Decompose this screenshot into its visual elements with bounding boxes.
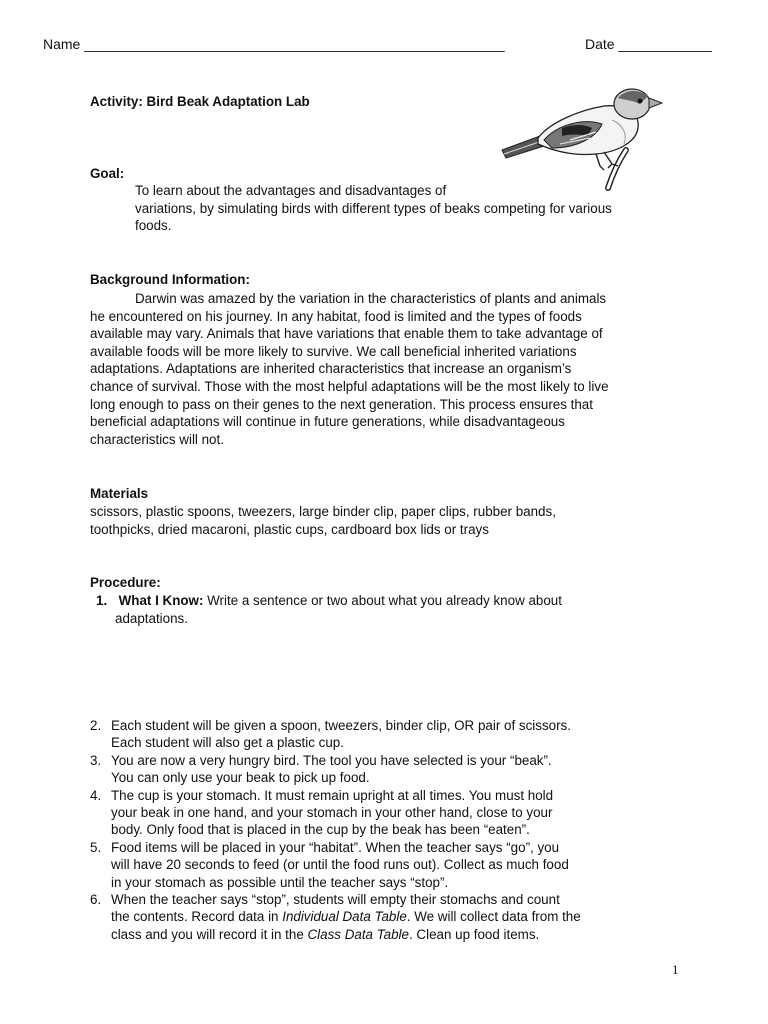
step-number: 4.: [90, 787, 102, 803]
step-number: 1.: [96, 593, 108, 608]
step-number: 3.: [90, 752, 102, 768]
date-field-label: Date ____________: [585, 36, 712, 52]
background-line: available foods will be more likely to survive. We call beneficial inherited variations: [90, 343, 577, 359]
step-text: the contents. Record data in: [111, 909, 283, 925]
step-number: 2.: [90, 718, 102, 733]
background-line: beneficial adaptations will continue in future generations, while disadvantageous: [90, 414, 565, 430]
procedure-heading: Procedure:: [90, 575, 161, 590]
step-line: Each student will be given a spoon, tweezers, binder clip, OR pair of scissors.: [111, 718, 571, 733]
step-number: 6.: [90, 892, 102, 908]
procedure-step-6: [90, 891, 581, 943]
step-line: [111, 926, 581, 943]
name-field-label: Name ______________________________________________________: [43, 36, 505, 52]
step-1-text: Write a sentence or two about what you already know about: [203, 593, 562, 608]
materials-text: [90, 503, 556, 538]
materials-line: toothpicks, dried macaroni, plastic cups, cardboard box lids or trays: [90, 521, 489, 537]
procedure-step-2: [90, 717, 581, 752]
step-line: You are now a very hungry bird. The tool you have selected is your “beak”.: [111, 752, 552, 768]
goal-line: foods.: [135, 218, 172, 234]
step-1-text-continued: adaptations.: [115, 610, 188, 626]
procedure-step-4: [90, 787, 581, 839]
goal-line: To learn about the advantages and disadvantages of: [135, 183, 447, 198]
materials-line: scissors, plastic spoons, tweezers, large binder clip, paper clips, rubber bands,: [90, 504, 556, 519]
goal-heading: Goal:: [90, 166, 125, 181]
materials-heading: Materials: [90, 486, 149, 501]
background-line: available may vary. Animals that have variations that enable them to take advantage of: [90, 326, 603, 342]
step-line: Food items will be placed in your “habitat”. When the teacher says “go”, you: [111, 839, 560, 855]
background-text: [90, 290, 609, 448]
procedure-step-3: [90, 752, 581, 787]
goal-line: variations, by simulating birds with different types of beaks competing for various: [135, 200, 612, 216]
goal-text: [135, 182, 612, 235]
step-line: in your stomach as possible until the teacher says “stop”.: [111, 874, 449, 890]
step-line: Each student will also get a plastic cup.: [111, 735, 344, 751]
step-line: The cup is your stomach. It must remain upright at all times. You must hold: [111, 787, 554, 803]
background-line: adaptations. Adaptations are inherited characteristics that increase an organism’s: [90, 361, 572, 377]
individual-data-table-ref: Individual Data Table: [282, 909, 407, 925]
procedure-step-1: [96, 592, 562, 627]
step-line: When the teacher says “stop”, students will empty their stomachs and count: [111, 892, 560, 908]
what-i-know-label: What I Know:: [118, 593, 204, 608]
background-line: chance of survival. Those with the most helpful adaptations will be the most likely to live: [90, 378, 609, 394]
background-line: he encountered on his journey. In any habitat, food is limited and the types of foods: [90, 308, 582, 324]
background-line: Darwin was amazed by the variation in the characteristics of plants and animals: [135, 291, 607, 306]
step-text: class and you will record it in the: [111, 926, 308, 942]
bird-on-branch-illustration: [500, 84, 668, 196]
background-heading: Background Information:: [90, 272, 250, 287]
procedure-steps-list: [90, 717, 581, 943]
step-line: will have 20 seconds to feed (or until the food runs out). Collect as much food: [111, 857, 569, 873]
activity-title: Activity: Bird Beak Adaptation Lab: [90, 94, 310, 109]
step-text: . Clean up food items.: [408, 926, 540, 942]
step-text: . We will collect data from the: [406, 909, 581, 925]
background-line: characteristics will not.: [90, 431, 224, 447]
class-data-table-ref: Class Data Table: [307, 926, 409, 942]
step-line: [111, 908, 581, 925]
procedure-step-5: [90, 839, 581, 891]
step-line: You can only use your beak to pick up food.: [111, 770, 370, 786]
step-number: 5.: [90, 839, 102, 855]
step-line: your beak in one hand, and your stomach in your other hand, close to your: [111, 805, 553, 821]
background-line: long enough to pass on their genes to the next generation. This process ensures that: [90, 396, 593, 412]
page-number: 1: [672, 962, 679, 977]
step-line: body. Only food that is placed in the cup by the beak has been “eaten”.: [111, 822, 530, 838]
